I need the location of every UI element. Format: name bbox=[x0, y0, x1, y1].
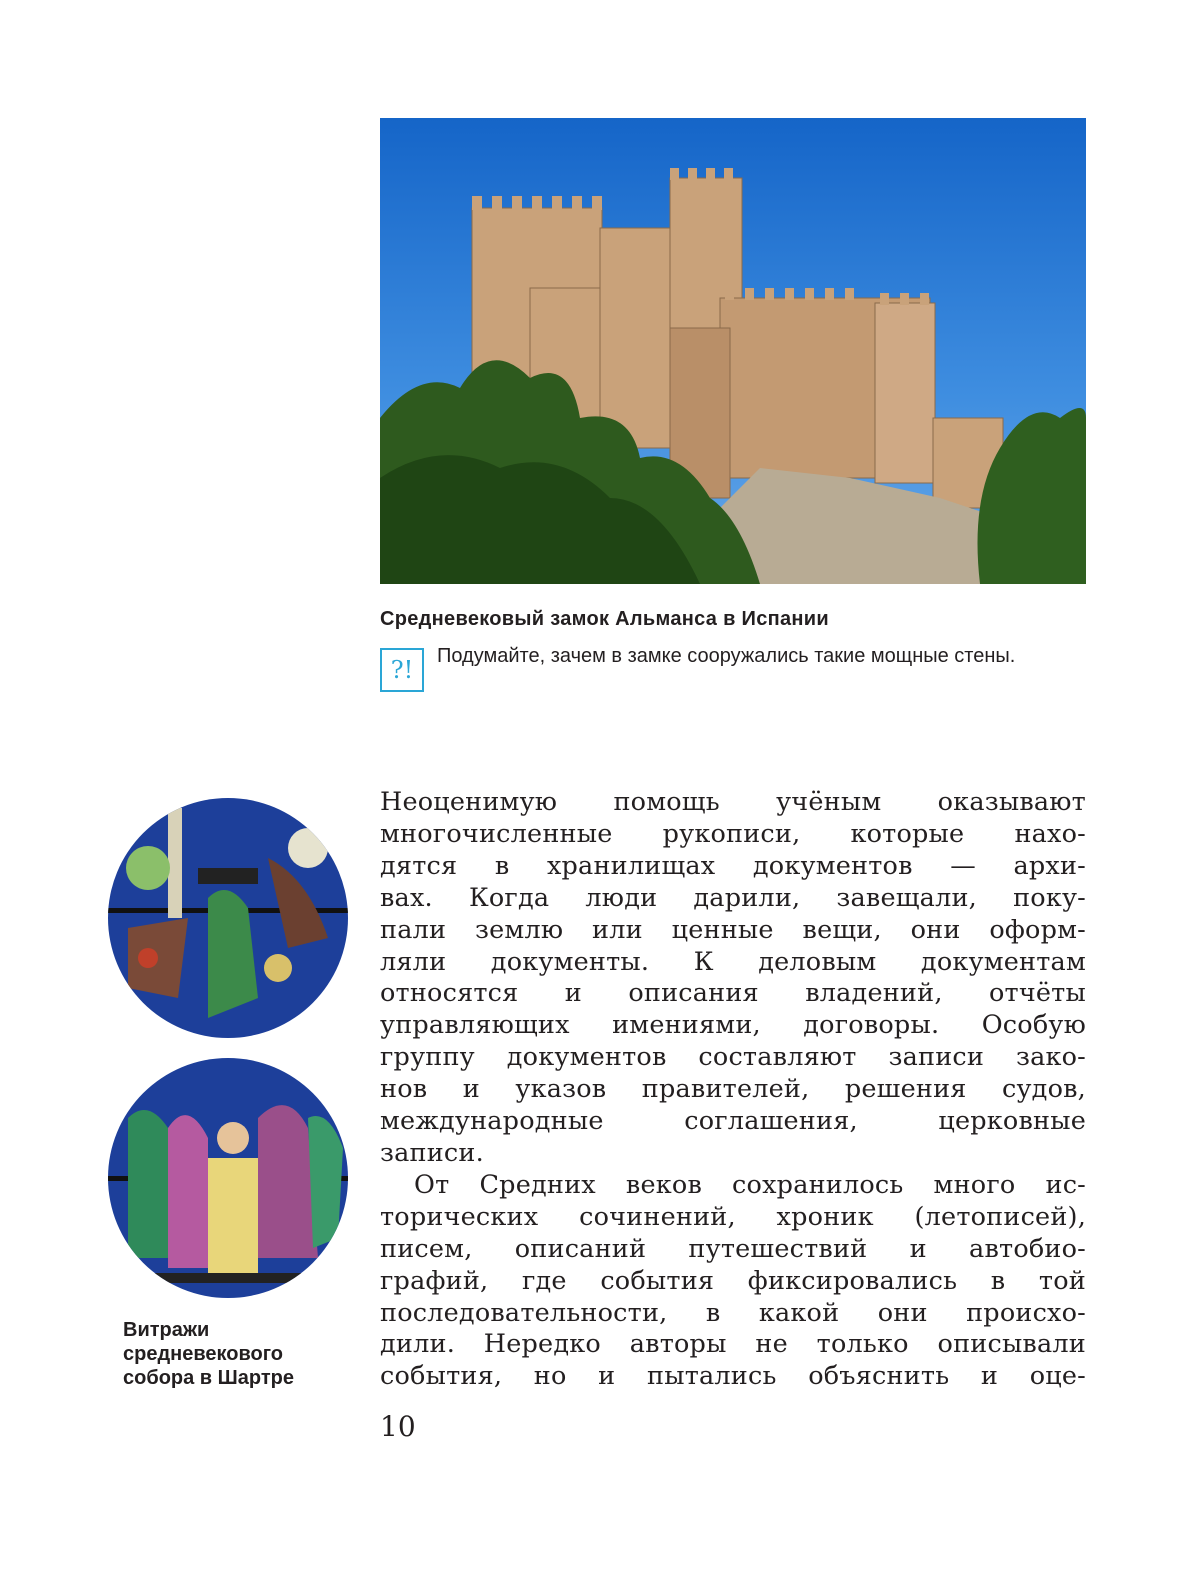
text-line: вах. Когда люди дарили, завещали, поку- bbox=[380, 882, 1086, 913]
text-line: От Средних веков сохранилось много ис- bbox=[414, 1169, 1086, 1200]
caption-line: собора в Шартре bbox=[123, 1367, 294, 1389]
text-line: дили. Нередко авторы не только описывали bbox=[380, 1329, 1086, 1360]
text-line: нов и указов правителей, решения судов, bbox=[380, 1074, 1086, 1105]
body-text bbox=[380, 787, 1086, 1393]
stained-glass-caption bbox=[123, 1318, 294, 1390]
text-line: ляли документы. К деловым документам bbox=[380, 946, 1086, 977]
text-line: торических сочинений, хроник (летописей), bbox=[380, 1201, 1086, 1232]
page-number: 10 bbox=[380, 1410, 416, 1443]
text-line: последовательности, в какой они происхо- bbox=[380, 1297, 1086, 1328]
text-line: управляющих имениями, договоры. Особую bbox=[380, 1010, 1086, 1041]
question-icon: ?! bbox=[380, 648, 424, 692]
text-line: графий, где события фиксировались в той bbox=[380, 1265, 1086, 1296]
text-line: писем, описаний путешествий и автобио- bbox=[380, 1233, 1086, 1264]
text-line: относятся и описания владений, отчёты bbox=[380, 978, 1086, 1009]
castle-photo bbox=[380, 118, 1086, 584]
caption-line: Витражи bbox=[123, 1319, 210, 1341]
text-line: дятся в хранилищах документов — архи- bbox=[380, 850, 1086, 881]
question-text: Подумайте, зачем в замке сооружались такие мощные стены. bbox=[437, 645, 1016, 667]
stained-glass-image-2 bbox=[108, 1058, 348, 1298]
text-line: пали землю или ценные вещи, они оформ- bbox=[380, 914, 1086, 945]
text-line: группу документов составляют записи зако- bbox=[380, 1042, 1086, 1073]
photo-caption: Средневековый замок Альманса в Испании bbox=[380, 608, 829, 630]
text-line: события, но и пытались объяснить и оце- bbox=[380, 1361, 1086, 1392]
text-line: многочисленные рукописи, которые нахо- bbox=[380, 818, 1086, 849]
text-line: международные соглашения, церковные bbox=[380, 1106, 1086, 1137]
text-line: Неоценимую помощь учёным оказывают bbox=[380, 787, 1086, 817]
caption-line: средневекового bbox=[123, 1343, 284, 1365]
text-line: записи. bbox=[380, 1137, 484, 1168]
stained-glass-image-1 bbox=[108, 798, 348, 1038]
